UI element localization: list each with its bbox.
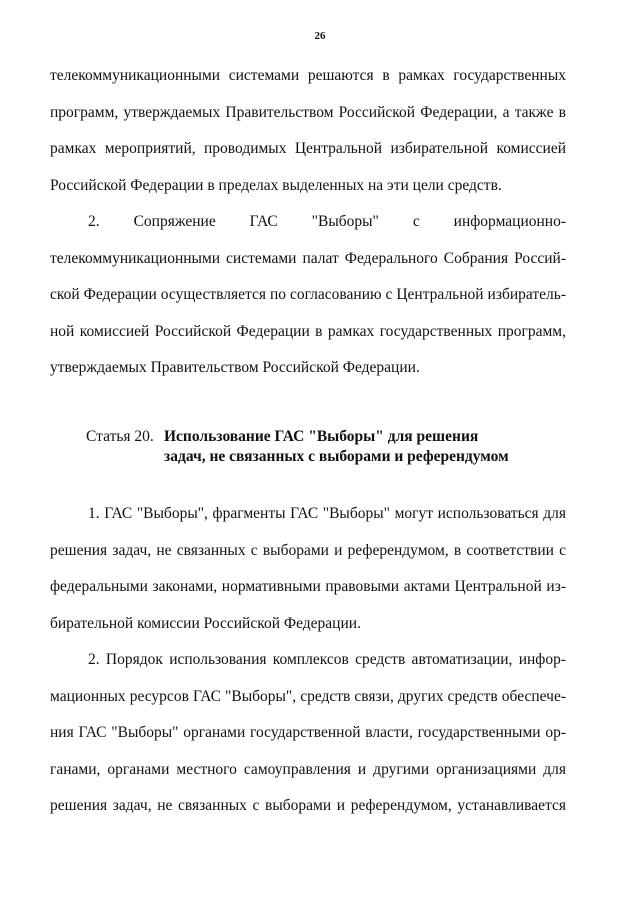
- text-line: федеральными законами, нормативными правовыми актами Центральной из-: [50, 578, 566, 595]
- text-line: ганами, органами местного самоуправления и другими организациями для: [50, 760, 566, 778]
- text-line: рамках мероприятий, проводимых Центральной избирательной комиссией: [50, 140, 566, 157]
- paragraph-2: [50, 204, 566, 387]
- article-paragraph-1: [50, 496, 566, 642]
- text-line: Российской Федерации в пределах выделенных на эти цели средств.: [50, 176, 502, 194]
- text-line: 2. Сопряжение ГАС "Выборы" с информационно-: [88, 213, 566, 230]
- text-line: телекоммуникационными системами решаются в рамках государственных: [50, 67, 566, 84]
- text-line: ской Федерации осуществляется по согласованию с Центральной избиратель-: [50, 286, 566, 303]
- article-heading: [86, 427, 586, 467]
- article-title-line-1: Использование ГАС "Выборы" для решения: [164, 428, 479, 445]
- text-line: ния ГАС "Выборы" органами государственной власти, государственными ор-: [50, 724, 566, 741]
- text-line: бирательной комиссии Российской Федерации.: [50, 614, 361, 632]
- top-paragraph: [50, 58, 566, 204]
- text-line: утверждаемых Правительством Российской Федерации.: [50, 359, 420, 376]
- article-number: Статья 20.: [86, 428, 154, 445]
- page-number: 26: [314, 30, 326, 42]
- text-line: ной комиссией Российской Федерации в рамках государственных программ,: [50, 322, 566, 340]
- text-line: 1. ГАС "Выборы", фрагменты ГАС "Выборы" могут использоваться для: [88, 505, 566, 522]
- text-line: программ, утверждаемых Правительством Российской Федерации, а также в: [50, 103, 566, 121]
- text-line: 2. Порядок использования комплексов средств автоматизации, инфор-: [88, 651, 566, 668]
- text-line: мационных ресурсов ГАС "Выборы", средств связи, других средств обеспече-: [50, 687, 566, 705]
- text-line: решения задач, не связанных с выборами и референдумом, устанавливается: [50, 797, 566, 814]
- article-paragraph-2: [50, 642, 566, 825]
- article-title-line-2: задач, не связанных с выборами и референдумом: [164, 448, 509, 465]
- text-line: телекоммуникационными системами палат Федерального Собрания Россий-: [50, 249, 566, 267]
- text-line: решения задач, не связанных с выборами и референдумом, в соответствии с: [50, 541, 566, 559]
